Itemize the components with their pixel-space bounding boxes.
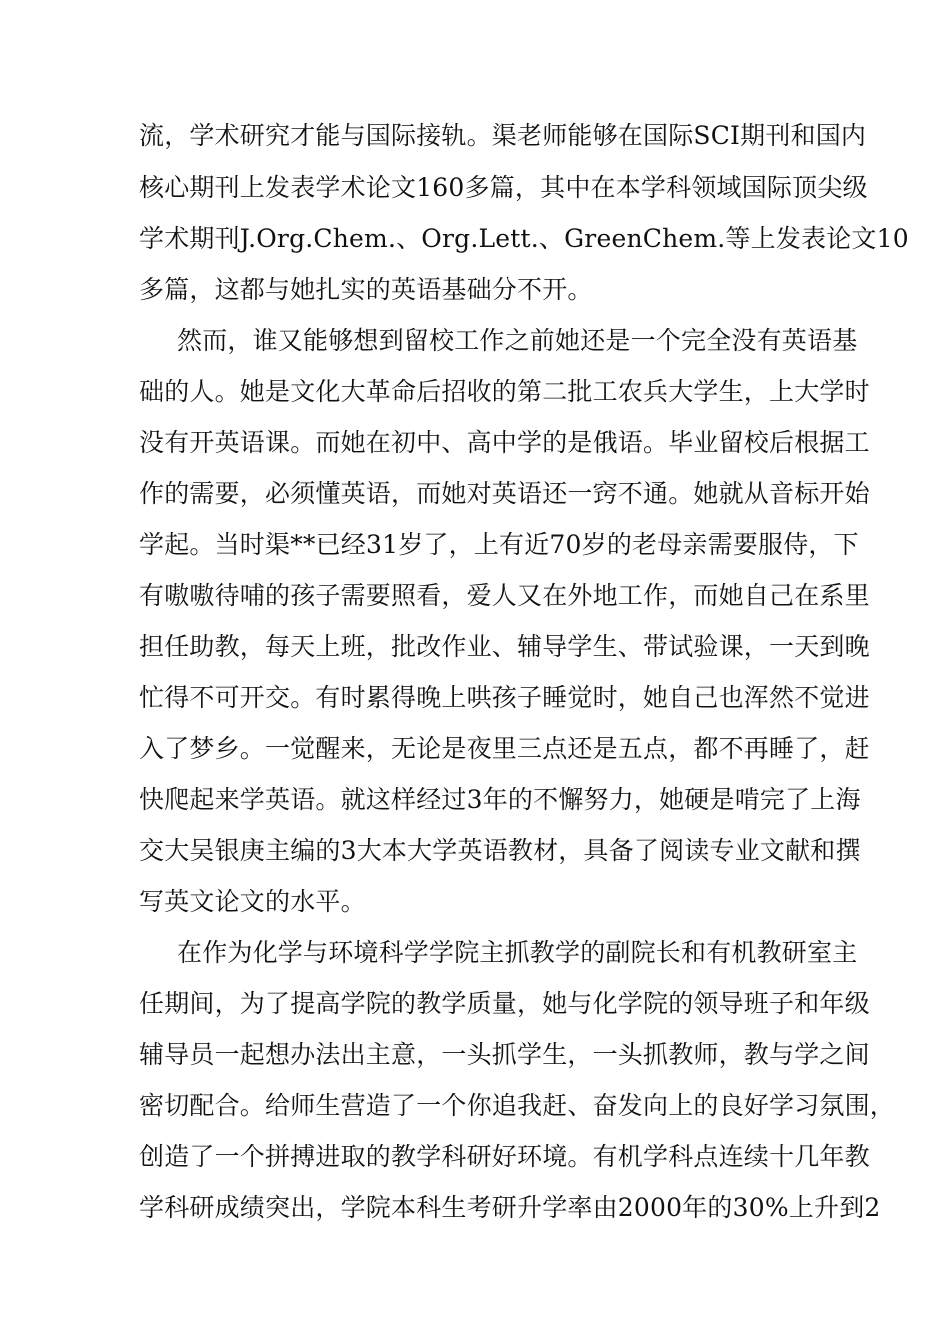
text-line: 担任助教，每天上班，批改作业、辅导学生、带试验课，一天到晚 xyxy=(139,632,870,661)
paragraph-start-line: 然而，谁又能够想到留校工作之前她还是一个完全没有英语基 xyxy=(177,326,858,355)
text-line: 没有开英语课。而她在初中、高中学的是俄语。毕业留校后根据工 xyxy=(139,428,870,457)
text-line: 作的需要，必须懂英语，而她对英语还一窍不通。她就从音标开始 xyxy=(139,479,870,508)
text-line: 快爬起来学英语。就这样经过3年的不懈努力，她硬是啃完了上海 xyxy=(139,785,861,814)
text-line: 辅导员一起想办法出主意，一头抓学生，一头抓教师，教与学之间 xyxy=(139,1040,870,1069)
text-line: 核心期刊上发表学术论文160多篇，其中在本学科领域国际顶尖级 xyxy=(139,173,868,202)
text-line: 入了梦乡。一觉醒来，无论是夜里三点还是五点，都不再睡了，赶 xyxy=(139,734,870,763)
text-line: 学术期刊J.Org.Chem.、Org.Lett.、GreenChem.等上发表论文10 xyxy=(139,224,909,253)
text-line: 任期间，为了提高学院的教学质量，她与化学院的领导班子和年级 xyxy=(139,989,870,1018)
text-line: 学起。当时渠**已经31岁了，上有近70岁的老母亲需要服侍，下 xyxy=(139,530,859,559)
text-line: 有嗷嗷待哺的孩子需要照看，爱人又在外地工作，而她自己在系里 xyxy=(139,581,870,610)
text-line: 础的人。她是文化大革命后招收的第二批工农兵大学生，上大学时 xyxy=(139,377,870,406)
text-line: 创造了一个拼搏进取的教学科研好环境。有机学科点连续十几年教 xyxy=(139,1142,870,1171)
text-line: 交大吴银庚主编的3大本大学英语教材，具备了阅读专业文献和撰 xyxy=(139,836,861,865)
text-line: 多篇，这都与她扎实的英语基础分不开。 xyxy=(139,275,593,304)
text-line: 写英文论文的水平。 xyxy=(139,887,366,916)
text-line: 流，学术研究才能与国际接轨。渠老师能够在国际SCI期刊和国内 xyxy=(139,121,867,150)
text-line: 密切配合。给师生营造了一个你追我赶、奋发向上的良好学习氛围， xyxy=(139,1091,896,1120)
text-line: 学科研成绩突出，学院本科生考研升学率由2000年的30%上升到2 xyxy=(139,1193,881,1222)
paragraph-start-line: 在作为化学与环境科学学院主抓教学的副院长和有机教研室主 xyxy=(177,938,858,967)
text-line: 忙得不可开交。有时累得晚上哄孩子睡觉时，她自己也浑然不觉进 xyxy=(139,683,870,712)
